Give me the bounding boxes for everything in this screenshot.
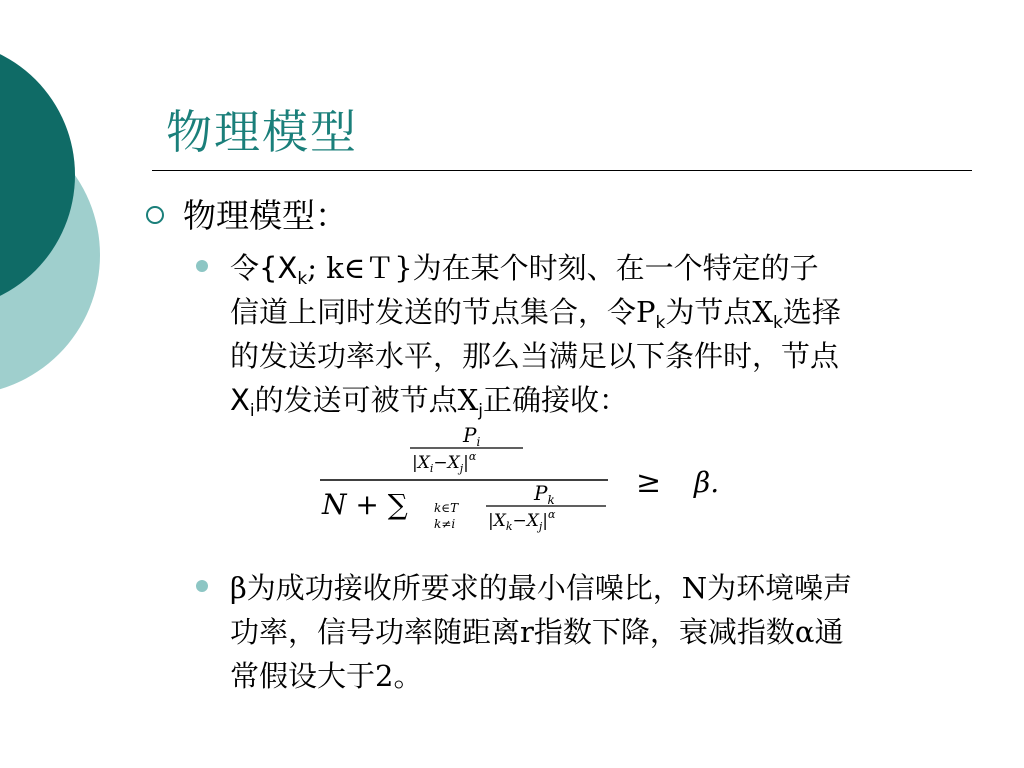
bullet-1-line-3: 的发送功率水平，那么当满足以下条件时，节点 [230, 339, 840, 373]
hollow-circle-bullet-icon [146, 206, 164, 224]
formula-sum-lower: k≠i [434, 517, 456, 531]
title-divider [152, 170, 972, 171]
formula-frac2-bottom: $|X_k-X_j|^\alpha$ [488, 508, 556, 533]
formula-geq: ≥ [636, 465, 662, 500]
dot-bullet-icon [196, 260, 208, 272]
formula-frac2-top: $P_k$ [534, 481, 555, 507]
bullet-1-line-2: 信道上同时发送的节点集合，令$P_k$为节点$X_k$选择 [230, 295, 841, 333]
bullet-2-line-2: 功率，信号功率随距离r指数下降，衰减指数α通 [230, 615, 844, 649]
slide-title: 物理模型 [166, 105, 358, 159]
formula-num-bottom: $|X_i-X_j|^\alpha$ [412, 450, 477, 475]
bullet-1-line-4: $X_i$的发送可被节点$X_j$正确接收： [230, 383, 629, 421]
decorative-circles [0, 0, 120, 420]
formula-sum-upper: k∈T [434, 501, 459, 515]
dot-bullet-icon [196, 580, 208, 592]
bullet-2-line-3: 常假设大于2。 [230, 659, 423, 693]
formula-num-top: $P_i$ [463, 423, 481, 449]
heading-text: 物理模型： [183, 196, 348, 235]
sinr-formula [318, 420, 738, 550]
formula-beta: β. [694, 466, 720, 499]
bullet-1-text [230, 246, 841, 422]
bullet-2-line-1: β为成功接收所要求的最小信噪比，N为环境噪声 [230, 571, 853, 605]
bullet-2-text [230, 566, 852, 698]
formula-den-n: N + ∑ [322, 488, 408, 521]
bullet-1-line-1: 令{$X_k$; k∈Ｔ}为在某个时刻、在一个特定的子 [230, 251, 819, 289]
